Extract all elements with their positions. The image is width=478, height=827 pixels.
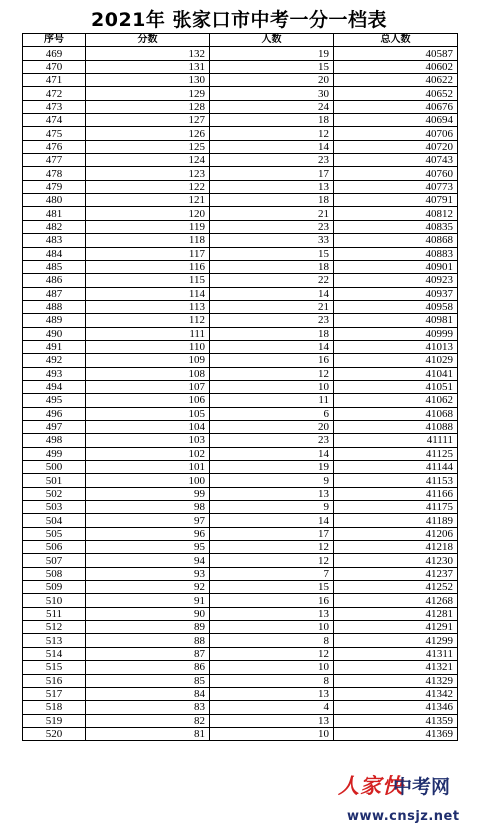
rank-cell: 479 (23, 180, 86, 193)
table-row (23, 300, 458, 313)
total-cell: 41166 (334, 487, 458, 500)
score-cell: 83 (86, 701, 210, 714)
rank-cell: 513 (23, 634, 86, 647)
score-cell: 124 (86, 154, 210, 167)
table-row (23, 594, 458, 607)
table-row (23, 87, 458, 100)
total-cell: 41175 (334, 501, 458, 514)
total-cell: 41062 (334, 394, 458, 407)
rank-cell: 492 (23, 354, 86, 367)
rank-cell: 488 (23, 300, 86, 313)
table-row (23, 47, 458, 60)
rank-cell: 519 (23, 714, 86, 727)
table-row (23, 114, 458, 127)
count-cell: 6 (210, 407, 334, 420)
total-cell: 41125 (334, 447, 458, 460)
table-row (23, 154, 458, 167)
score-cell: 127 (86, 114, 210, 127)
rank-cell: 473 (23, 100, 86, 113)
rank-cell: 474 (23, 114, 86, 127)
rank-cell: 490 (23, 327, 86, 340)
count-cell: 23 (210, 314, 334, 327)
table-row (23, 420, 458, 433)
total-cell: 40883 (334, 247, 458, 260)
score-cell: 126 (86, 127, 210, 140)
score-cell: 92 (86, 581, 210, 594)
total-cell: 40760 (334, 167, 458, 180)
count-cell: 8 (210, 674, 334, 687)
watermark-logo: 中考网 (393, 776, 451, 798)
table-row (23, 127, 458, 140)
score-cell: 99 (86, 487, 210, 500)
count-cell: 23 (210, 154, 334, 167)
table-row (23, 701, 458, 714)
count-cell: 14 (210, 340, 334, 353)
count-cell: 12 (210, 554, 334, 567)
table-row (23, 581, 458, 594)
score-cell: 90 (86, 607, 210, 620)
rank-cell: 491 (23, 340, 86, 353)
rank-cell: 497 (23, 420, 86, 433)
total-cell: 41329 (334, 674, 458, 687)
rank-cell: 505 (23, 527, 86, 540)
total-cell: 40868 (334, 234, 458, 247)
rank-cell: 475 (23, 127, 86, 140)
table-row (23, 140, 458, 153)
header-rank: 序号 (23, 34, 86, 47)
count-cell: 10 (210, 727, 334, 740)
table-row (23, 674, 458, 687)
score-cell: 122 (86, 180, 210, 193)
total-cell: 40694 (334, 114, 458, 127)
rank-cell: 510 (23, 594, 86, 607)
rank-cell: 499 (23, 447, 86, 460)
count-cell: 13 (210, 607, 334, 620)
count-cell: 18 (210, 114, 334, 127)
rank-cell: 500 (23, 461, 86, 474)
rank-cell: 502 (23, 487, 86, 500)
count-cell: 10 (210, 380, 334, 393)
score-cell: 94 (86, 554, 210, 567)
rank-cell: 493 (23, 367, 86, 380)
total-cell: 40743 (334, 154, 458, 167)
table-row (23, 274, 458, 287)
table-row (23, 514, 458, 527)
score-cell: 130 (86, 74, 210, 87)
rank-cell: 509 (23, 581, 86, 594)
count-cell: 15 (210, 247, 334, 260)
count-cell: 23 (210, 220, 334, 233)
count-cell: 22 (210, 274, 334, 287)
count-cell: 33 (210, 234, 334, 247)
score-cell: 86 (86, 661, 210, 674)
rank-cell: 508 (23, 567, 86, 580)
score-cell: 129 (86, 87, 210, 100)
header-total: 总人数 (334, 34, 458, 47)
rank-cell: 480 (23, 194, 86, 207)
score-cell: 116 (86, 260, 210, 273)
header-count: 人数 (210, 34, 334, 47)
count-cell: 14 (210, 140, 334, 153)
table-row (23, 541, 458, 554)
rank-cell: 485 (23, 260, 86, 273)
table-row (23, 327, 458, 340)
rank-cell: 483 (23, 234, 86, 247)
table-row (23, 714, 458, 727)
score-cell: 91 (86, 594, 210, 607)
total-cell: 41013 (334, 340, 458, 353)
total-cell: 40622 (334, 74, 458, 87)
score-table (22, 33, 458, 741)
table-row (23, 447, 458, 460)
count-cell: 7 (210, 567, 334, 580)
count-cell: 12 (210, 541, 334, 554)
rank-cell: 504 (23, 514, 86, 527)
table-row (23, 287, 458, 300)
score-cell: 101 (86, 461, 210, 474)
count-cell: 15 (210, 581, 334, 594)
rank-cell: 487 (23, 287, 86, 300)
score-cell: 89 (86, 621, 210, 634)
total-cell: 41189 (334, 514, 458, 527)
rank-cell: 506 (23, 541, 86, 554)
count-cell: 13 (210, 487, 334, 500)
score-cell: 123 (86, 167, 210, 180)
count-cell: 14 (210, 287, 334, 300)
count-cell: 13 (210, 714, 334, 727)
count-cell: 14 (210, 447, 334, 460)
rank-cell: 486 (23, 274, 86, 287)
score-cell: 115 (86, 274, 210, 287)
score-cell: 125 (86, 140, 210, 153)
total-cell: 40958 (334, 300, 458, 313)
page-title: 2021年 张家口市中考一分一档表 (91, 9, 387, 31)
total-cell: 41299 (334, 634, 458, 647)
count-cell: 9 (210, 474, 334, 487)
count-cell: 24 (210, 100, 334, 113)
total-cell: 40720 (334, 140, 458, 153)
score-cell: 131 (86, 60, 210, 73)
table-row (23, 314, 458, 327)
total-cell: 41218 (334, 541, 458, 554)
total-cell: 41237 (334, 567, 458, 580)
rank-cell: 484 (23, 247, 86, 260)
count-cell: 19 (210, 47, 334, 60)
rank-cell: 516 (23, 674, 86, 687)
count-cell: 17 (210, 167, 334, 180)
rank-cell: 517 (23, 687, 86, 700)
table-row (23, 220, 458, 233)
table-row (23, 260, 458, 273)
total-cell: 41230 (334, 554, 458, 567)
count-cell: 11 (210, 394, 334, 407)
count-cell: 30 (210, 87, 334, 100)
count-cell: 19 (210, 461, 334, 474)
score-cell: 82 (86, 714, 210, 727)
count-cell: 16 (210, 354, 334, 367)
rank-cell: 511 (23, 607, 86, 620)
score-cell: 114 (86, 287, 210, 300)
total-cell: 41281 (334, 607, 458, 620)
total-cell: 41068 (334, 407, 458, 420)
table-row (23, 527, 458, 540)
total-cell: 40706 (334, 127, 458, 140)
total-cell: 41088 (334, 420, 458, 433)
rank-cell: 501 (23, 474, 86, 487)
total-cell: 40981 (334, 314, 458, 327)
rank-cell: 495 (23, 394, 86, 407)
table-row (23, 567, 458, 580)
score-cell: 87 (86, 647, 210, 660)
total-cell: 41252 (334, 581, 458, 594)
rank-cell: 520 (23, 727, 86, 740)
score-cell: 88 (86, 634, 210, 647)
rank-cell: 489 (23, 314, 86, 327)
total-cell: 40812 (334, 207, 458, 220)
count-cell: 20 (210, 74, 334, 87)
score-cell: 109 (86, 354, 210, 367)
rank-cell: 478 (23, 167, 86, 180)
table-row (23, 474, 458, 487)
count-cell: 4 (210, 701, 334, 714)
score-cell: 110 (86, 340, 210, 353)
score-cell: 100 (86, 474, 210, 487)
score-cell: 121 (86, 194, 210, 207)
score-cell: 98 (86, 501, 210, 514)
table-row (23, 407, 458, 420)
score-cell: 85 (86, 674, 210, 687)
total-cell: 41029 (334, 354, 458, 367)
watermark-red-text: 人家快 (338, 773, 404, 798)
score-cell: 107 (86, 380, 210, 393)
table-row (23, 687, 458, 700)
total-cell: 40999 (334, 327, 458, 340)
table-row (23, 247, 458, 260)
rank-cell: 471 (23, 74, 86, 87)
table-row (23, 727, 458, 740)
score-cell: 93 (86, 567, 210, 580)
rank-cell: 494 (23, 380, 86, 393)
score-cell: 105 (86, 407, 210, 420)
table-row (23, 554, 458, 567)
watermark-url: www.cnsjz.net (347, 809, 460, 824)
count-cell: 14 (210, 514, 334, 527)
score-cell: 108 (86, 367, 210, 380)
rank-cell: 507 (23, 554, 86, 567)
table-header-row (23, 34, 458, 47)
score-cell: 84 (86, 687, 210, 700)
total-cell: 40602 (334, 60, 458, 73)
total-cell: 41311 (334, 647, 458, 660)
table-row (23, 501, 458, 514)
total-cell: 40923 (334, 274, 458, 287)
score-cell: 96 (86, 527, 210, 540)
score-cell: 132 (86, 47, 210, 60)
table-row (23, 60, 458, 73)
score-cell: 118 (86, 234, 210, 247)
rank-cell: 481 (23, 207, 86, 220)
count-cell: 13 (210, 687, 334, 700)
total-cell: 40835 (334, 220, 458, 233)
score-cell: 117 (86, 247, 210, 260)
table-row (23, 647, 458, 660)
rank-cell: 469 (23, 47, 86, 60)
total-cell: 41359 (334, 714, 458, 727)
score-cell: 113 (86, 300, 210, 313)
total-cell: 41291 (334, 621, 458, 634)
table-row (23, 634, 458, 647)
count-cell: 20 (210, 420, 334, 433)
score-cell: 106 (86, 394, 210, 407)
table-row (23, 194, 458, 207)
score-cell: 119 (86, 220, 210, 233)
rank-cell: 518 (23, 701, 86, 714)
total-cell: 41111 (334, 434, 458, 447)
table-body (23, 47, 458, 741)
total-cell: 41206 (334, 527, 458, 540)
table-row (23, 207, 458, 220)
count-cell: 15 (210, 60, 334, 73)
total-cell: 41321 (334, 661, 458, 674)
count-cell: 18 (210, 194, 334, 207)
total-cell: 40773 (334, 180, 458, 193)
table-row (23, 100, 458, 113)
header-score: 分数 (86, 34, 210, 47)
rank-cell: 496 (23, 407, 86, 420)
count-cell: 16 (210, 594, 334, 607)
count-cell: 17 (210, 527, 334, 540)
count-cell: 18 (210, 260, 334, 273)
score-cell: 111 (86, 327, 210, 340)
total-cell: 40652 (334, 87, 458, 100)
table-row (23, 234, 458, 247)
score-cell: 102 (86, 447, 210, 460)
rank-cell: 514 (23, 647, 86, 660)
total-cell: 41268 (334, 594, 458, 607)
count-cell: 21 (210, 300, 334, 313)
table-row (23, 607, 458, 620)
table-row (23, 461, 458, 474)
rank-cell: 470 (23, 60, 86, 73)
table-row (23, 661, 458, 674)
score-cell: 81 (86, 727, 210, 740)
count-cell: 23 (210, 434, 334, 447)
total-cell: 41153 (334, 474, 458, 487)
score-cell: 103 (86, 434, 210, 447)
table-row (23, 340, 458, 353)
count-cell: 10 (210, 621, 334, 634)
score-cell: 104 (86, 420, 210, 433)
table-row (23, 180, 458, 193)
table-row (23, 487, 458, 500)
table-row (23, 167, 458, 180)
score-cell: 120 (86, 207, 210, 220)
rank-cell: 472 (23, 87, 86, 100)
total-cell: 41369 (334, 727, 458, 740)
total-cell: 41051 (334, 380, 458, 393)
total-cell: 40587 (334, 47, 458, 60)
table-row (23, 354, 458, 367)
count-cell: 18 (210, 327, 334, 340)
total-cell: 41144 (334, 461, 458, 474)
rank-cell: 477 (23, 154, 86, 167)
total-cell: 41041 (334, 367, 458, 380)
count-cell: 12 (210, 367, 334, 380)
count-cell: 10 (210, 661, 334, 674)
total-cell: 40937 (334, 287, 458, 300)
score-cell: 95 (86, 541, 210, 554)
rank-cell: 503 (23, 501, 86, 514)
total-cell: 40676 (334, 100, 458, 113)
table-row (23, 394, 458, 407)
rank-cell: 498 (23, 434, 86, 447)
total-cell: 40901 (334, 260, 458, 273)
score-cell: 112 (86, 314, 210, 327)
rank-cell: 515 (23, 661, 86, 674)
count-cell: 12 (210, 127, 334, 140)
table-row (23, 434, 458, 447)
table-row (23, 367, 458, 380)
table-row (23, 621, 458, 634)
count-cell: 12 (210, 647, 334, 660)
count-cell: 9 (210, 501, 334, 514)
table-row (23, 74, 458, 87)
table-row (23, 380, 458, 393)
score-cell: 97 (86, 514, 210, 527)
score-cell: 128 (86, 100, 210, 113)
count-cell: 21 (210, 207, 334, 220)
count-cell: 8 (210, 634, 334, 647)
count-cell: 13 (210, 180, 334, 193)
total-cell: 41342 (334, 687, 458, 700)
rank-cell: 482 (23, 220, 86, 233)
total-cell: 40791 (334, 194, 458, 207)
rank-cell: 476 (23, 140, 86, 153)
rank-cell: 512 (23, 621, 86, 634)
total-cell: 41346 (334, 701, 458, 714)
